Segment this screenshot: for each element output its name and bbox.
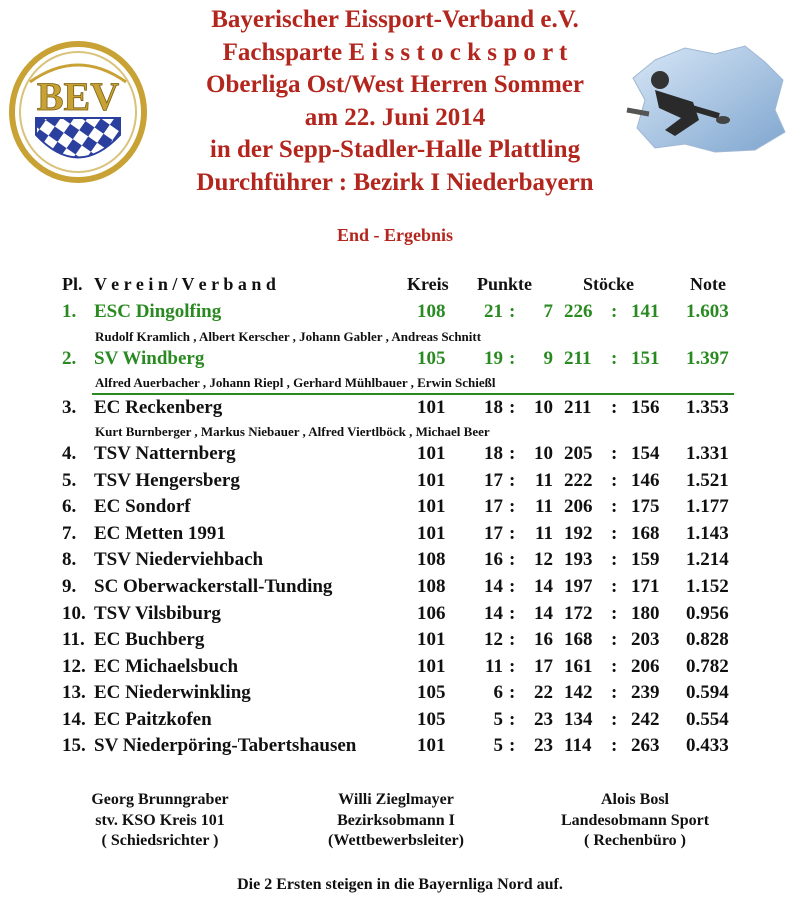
row-place: 12. xyxy=(62,656,86,677)
row-district: 105 xyxy=(417,682,446,703)
row-points-for: 19 xyxy=(484,348,503,369)
row-sticks-for: 168 xyxy=(564,629,593,650)
row-sticks-for: 205 xyxy=(564,443,593,464)
row-sticks-separator: : xyxy=(611,682,618,703)
row-points-separator: : xyxy=(509,735,516,756)
signature-role: (Wettbewerbsleiter) xyxy=(328,832,464,849)
row-points-for: 14 xyxy=(484,603,503,624)
row-club: EC Paitzkofen xyxy=(94,709,212,730)
row-place: 6. xyxy=(62,496,77,517)
signature-name: Willi Zieglmayer xyxy=(338,791,454,808)
row-points-against: 10 xyxy=(534,397,553,418)
result-subtitle: End - Ergebnis xyxy=(336,225,454,245)
row-club: ESC Dingolfing xyxy=(94,301,222,322)
row-points-against: 9 xyxy=(543,348,553,369)
table-row xyxy=(0,576,800,602)
row-rating: 0.828 xyxy=(686,629,729,650)
row-place: 7. xyxy=(62,523,77,544)
col-header-rating: Note xyxy=(690,274,726,294)
row-points-for: 17 xyxy=(484,470,503,491)
row-club: EC Buchberg xyxy=(94,629,205,650)
row-sticks-for: 211 xyxy=(564,397,592,418)
row-rating: 0.956 xyxy=(686,603,729,624)
row-sticks-for: 222 xyxy=(564,470,593,491)
header-line: am 22. Juni 2014 xyxy=(304,103,486,131)
table-row xyxy=(0,523,800,549)
row-sticks-for: 142 xyxy=(564,682,593,703)
row-sticks-against: 242 xyxy=(631,709,660,730)
logo-text: BEV xyxy=(36,74,120,119)
row-sticks-separator: : xyxy=(611,735,618,756)
header-line: Oberliga Ost/West Herren Sommer xyxy=(206,71,584,98)
row-points-for: 16 xyxy=(484,549,503,570)
signature-name: Alois Bosl xyxy=(600,791,669,808)
row-points-separator: : xyxy=(509,629,516,650)
table-row xyxy=(0,348,800,374)
row-points-for: 5 xyxy=(493,709,503,730)
row-sticks-separator: : xyxy=(611,348,618,369)
row-points-against: 17 xyxy=(534,656,553,677)
row-points-against: 11 xyxy=(535,523,553,544)
row-points-separator: : xyxy=(509,470,516,491)
row-points-separator: : xyxy=(509,576,516,597)
header-line: Fachsparte E i s s t o c k s p o r t xyxy=(222,38,568,66)
row-sticks-against: 175 xyxy=(631,496,660,517)
row-club: TSV Hengersberg xyxy=(94,470,240,491)
row-district: 101 xyxy=(417,523,446,544)
row-points-against: 7 xyxy=(543,301,553,322)
row-place: 1. xyxy=(62,301,77,322)
row-district: 101 xyxy=(417,496,446,517)
row-sticks-against: 171 xyxy=(631,576,660,597)
header-line: in der Sepp-Stadler-Halle Plattling xyxy=(209,136,581,163)
bev-logo xyxy=(8,40,148,185)
row-points-against: 23 xyxy=(534,709,553,730)
row-sticks-separator: : xyxy=(611,629,618,650)
row-sticks-separator: : xyxy=(611,523,618,544)
row-sticks-against: 263 xyxy=(631,735,660,756)
row-sticks-separator: : xyxy=(611,443,618,464)
signature-block xyxy=(296,790,496,852)
row-rating: 1.152 xyxy=(686,576,729,597)
row-points-against: 11 xyxy=(535,496,553,517)
row-points-separator: : xyxy=(509,656,516,677)
row-points-for: 21 xyxy=(484,301,503,322)
row-points-against: 22 xyxy=(534,682,553,703)
row-points-separator: : xyxy=(509,397,516,418)
row-points-separator: : xyxy=(509,549,516,570)
row-sticks-against: 239 xyxy=(631,682,660,703)
signature-title: stv. KSO Kreis 101 xyxy=(95,811,225,829)
row-rating: 0.782 xyxy=(686,656,729,677)
header-line: Bayerischer Eissport-Verband e.V. xyxy=(211,6,579,33)
row-points-against: 16 xyxy=(534,629,553,650)
row-rating: 1.143 xyxy=(686,523,729,544)
row-rating: 1.331 xyxy=(686,443,729,464)
row-sticks-separator: : xyxy=(611,576,618,597)
page-header xyxy=(160,4,630,199)
row-club: EC Metten 1991 xyxy=(94,523,226,544)
row-club: TSV Natternberg xyxy=(94,443,236,464)
row-points-against: 12 xyxy=(534,549,553,570)
row-sticks-separator: : xyxy=(611,496,618,517)
row-place: 11. xyxy=(62,629,85,650)
row-sticks-for: 192 xyxy=(564,523,593,544)
row-points-against: 23 xyxy=(534,735,553,756)
row-points-against: 14 xyxy=(534,603,553,624)
row-district: 108 xyxy=(417,576,446,597)
promotion-note: Die 2 Ersten steigen in die Bayernliga Nord auf. xyxy=(237,876,563,893)
row-points-against: 14 xyxy=(534,576,553,597)
row-sticks-against: 141 xyxy=(631,301,660,322)
header-line: Durchführer : Bezirk I Niederbayern xyxy=(196,168,594,196)
table-row xyxy=(0,735,800,761)
row-club: EC Sondorf xyxy=(94,496,191,517)
row-sticks-against: 154 xyxy=(631,443,660,464)
row-points-for: 17 xyxy=(484,523,503,544)
row-rating: 0.554 xyxy=(686,709,729,730)
row-club: SC Oberwackerstall-Tunding xyxy=(94,576,333,597)
row-sticks-for: 197 xyxy=(564,576,593,597)
row-points-separator: : xyxy=(509,496,516,517)
row-points-against: 10 xyxy=(534,443,553,464)
row-place: 10. xyxy=(62,603,86,624)
row-sticks-against: 206 xyxy=(631,656,660,677)
signature-title: Landesobmann Sport xyxy=(560,811,710,829)
row-rating: 1.214 xyxy=(686,549,729,570)
col-header-district: Kreis xyxy=(407,274,449,294)
row-points-separator: : xyxy=(509,301,516,322)
row-sticks-against: 203 xyxy=(631,629,660,650)
row-district: 105 xyxy=(417,348,446,369)
row-club: TSV Niederviehbach xyxy=(94,549,264,570)
row-sticks-separator: : xyxy=(611,656,618,677)
row-rating: 1.353 xyxy=(686,397,729,418)
row-club: TSV Vilsbiburg xyxy=(94,603,221,624)
signature-name: Georg Brunngraber xyxy=(91,791,229,808)
row-sticks-for: 206 xyxy=(564,496,593,517)
row-sticks-against: 151 xyxy=(631,348,660,369)
table-row xyxy=(0,549,800,575)
row-place: 15. xyxy=(62,735,86,756)
col-header-club: V e r e i n / V e r b a n d xyxy=(94,274,276,294)
col-header-points: Punkte xyxy=(477,274,533,294)
team-members: Alfred Auerbacher , Johann Riepl , Gerhard Mühlbauer , Erwin Schießl xyxy=(95,375,496,390)
team-members: Kurt Burnberger , Markus Niebauer , Alfred Viertlböck , Michael Beer xyxy=(95,424,490,439)
row-points-for: 6 xyxy=(493,682,503,703)
promotion-divider xyxy=(92,393,734,395)
row-sticks-for: 161 xyxy=(564,656,593,677)
row-points-for: 14 xyxy=(484,576,503,597)
row-district: 101 xyxy=(417,735,446,756)
row-sticks-separator: : xyxy=(611,301,618,322)
row-points-for: 17 xyxy=(484,496,503,517)
table-row xyxy=(0,603,800,629)
row-place: 5. xyxy=(62,470,77,491)
row-place: 14. xyxy=(62,709,86,730)
row-points-for: 12 xyxy=(484,629,503,650)
row-place: 13. xyxy=(62,682,86,703)
row-district: 101 xyxy=(417,656,446,677)
row-place: 3. xyxy=(62,397,77,418)
row-sticks-against: 146 xyxy=(631,470,660,491)
row-points-for: 5 xyxy=(493,735,503,756)
row-sticks-for: 193 xyxy=(564,549,593,570)
signature-title: Bezirksobmann I xyxy=(337,811,455,829)
row-points-separator: : xyxy=(509,523,516,544)
signature-role: ( Schiedsrichter ) xyxy=(101,832,219,849)
row-rating: 1.177 xyxy=(686,496,729,517)
row-sticks-separator: : xyxy=(611,397,618,418)
row-rating: 1.521 xyxy=(686,470,729,491)
row-district: 108 xyxy=(417,549,446,570)
row-points-against: 11 xyxy=(535,470,553,491)
row-points-separator: : xyxy=(509,682,516,703)
col-header-sticks: Stöcke xyxy=(583,274,634,294)
team-members: Rudolf Kramlich , Albert Kerscher , Johann Gabler , Andreas Schnitt xyxy=(95,329,482,344)
row-sticks-against: 156 xyxy=(631,397,660,418)
row-sticks-separator: : xyxy=(611,603,618,624)
row-district: 101 xyxy=(417,443,446,464)
table-row xyxy=(0,656,800,682)
row-club: SV Niederpöring-Tabertshausen xyxy=(94,735,357,756)
row-district: 101 xyxy=(417,397,446,418)
row-sticks-for: 211 xyxy=(564,348,592,369)
table-row xyxy=(0,470,800,496)
row-district: 101 xyxy=(417,629,446,650)
row-sticks-against: 180 xyxy=(631,603,660,624)
row-points-separator: : xyxy=(509,348,516,369)
table-row xyxy=(0,397,800,423)
row-sticks-separator: : xyxy=(611,549,618,570)
row-rating: 0.594 xyxy=(686,682,729,703)
row-sticks-separator: : xyxy=(611,709,618,730)
row-sticks-separator: : xyxy=(611,470,618,491)
row-place: 2. xyxy=(62,348,77,369)
table-row xyxy=(0,301,800,327)
row-district: 106 xyxy=(417,603,446,624)
row-district: 105 xyxy=(417,709,446,730)
row-place: 4. xyxy=(62,443,77,464)
row-sticks-for: 114 xyxy=(564,735,592,756)
row-points-separator: : xyxy=(509,603,516,624)
row-sticks-against: 168 xyxy=(631,523,660,544)
row-sticks-for: 226 xyxy=(564,301,593,322)
signature-role: ( Rechenbüro ) xyxy=(584,832,686,849)
row-points-separator: : xyxy=(509,709,516,730)
row-place: 9. xyxy=(62,576,77,597)
row-sticks-against: 159 xyxy=(631,549,660,570)
signature-block xyxy=(535,790,735,852)
row-district: 108 xyxy=(417,301,446,322)
row-district: 101 xyxy=(417,470,446,491)
row-club: EC Niederwinkling xyxy=(94,682,251,703)
signature-block xyxy=(60,790,260,852)
row-rating: 1.397 xyxy=(686,348,729,369)
eisstock-player-graphic xyxy=(615,40,795,160)
col-header-place: Pl. xyxy=(62,274,83,294)
row-rating: 0.433 xyxy=(686,735,729,756)
row-club: EC Michaelsbuch xyxy=(94,656,239,677)
table-row xyxy=(0,682,800,708)
row-place: 8. xyxy=(62,549,77,570)
row-points-for: 18 xyxy=(484,443,503,464)
row-points-separator: : xyxy=(509,443,516,464)
row-points-for: 18 xyxy=(484,397,503,418)
row-sticks-for: 134 xyxy=(564,709,593,730)
row-club: SV Windberg xyxy=(94,348,205,369)
row-points-for: 11 xyxy=(485,656,503,677)
table-row xyxy=(0,629,800,655)
table-row xyxy=(0,709,800,735)
row-club: EC Reckenberg xyxy=(94,397,223,418)
table-row xyxy=(0,496,800,522)
table-row xyxy=(0,443,800,469)
row-rating: 1.603 xyxy=(686,301,729,322)
row-sticks-for: 172 xyxy=(564,603,593,624)
